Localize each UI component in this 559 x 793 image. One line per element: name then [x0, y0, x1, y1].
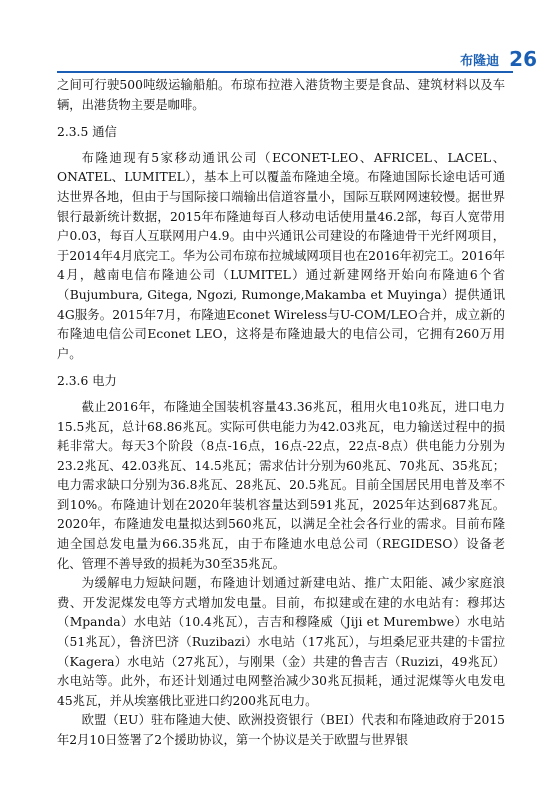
paragraph-continuation: 之间可行驶500吨级运输船舶。布琼布拉港入港货物主要是食品、建筑材料以及车辆，出港货物主要是咖啡。: [57, 78, 505, 112]
paragraph-electricity-plans: 为缓解电力短缺问题，布隆迪计划通过新建电站、推广太阳能、减少家庭浪费、开发泥煤发电等方式增加发电量。目前，布拟建或在建的水电站有：穆邦达（Mpanda）水电站（10.4兆瓦），吉吉和穆隆威（Jiji et Murembwe）水电站（51兆瓦），鲁济巴济（Ruzibazi）水电站（17兆瓦），与坦桑尼亚共建的卡雷拉（Kagera）水电站（27兆瓦），与刚果（金）共建的鲁吉吉（Ruzizi，49兆瓦）水电站等。此外，布还计划通过电网整治减少30兆瓦损耗，通过泥煤等火电发电45兆瓦，并从埃塞俄比亚进口约200兆瓦电力。: [57, 576, 505, 708]
page-number: 26: [509, 47, 537, 71]
header-rule: [57, 71, 513, 73]
section-heading-communications: 2.3.5 通信: [57, 125, 117, 140]
page-body: [57, 76, 505, 751]
section-heading-electricity: 2.3.6 电力: [57, 374, 117, 389]
page-header: [460, 46, 537, 72]
paragraph-eu-agreement: 欧盟（EU）驻布隆迪大使、欧洲投资银行（BEI）代表和布隆迪政府于2015年2月10日签署了2个援助协议，第一个协议是关于欧盟与世界银: [57, 713, 505, 747]
running-title: 布隆迪: [460, 53, 500, 69]
paragraph-communications: 布隆迪现有5家移动通讯公司（ECONET-LEO、AFRICEL、LACEL、ONATEL、LUMITEL），基本上可以覆盖布隆迪全境。布隆迪国际长途电话可通达世界各地，但由于与国际接口端输出信道容量小，国际互联网网速较慢。据世界银行最新统计数据，2015年布隆迪每百人移动电话使用量46.2部，每百人宽带用户0.03，每百人互联网用户4.9。由中兴通讯公司建设的布隆迪骨干光纤网项目，于2014年4月底完工。华为公司布琼布拉城域网项目也在2016年初完工。2016年4月，越南电信布隆迪公司（LUMITEL）通过新建网络开始向布隆迪6个省（Bujumbura, Gitega, Ngozi, Rumonge,Makamba et Muyinga）提供通讯4G服务。2015年7月，布隆迪Econet Wireless与U-COM/LEO合并，成立新的布隆迪电信公司Econet LEO，这将是布隆迪最大的电信公司，它拥有260万用户。: [57, 150, 505, 361]
paragraph-electricity-capacity: 截止2016年，布隆迪全国装机容量43.36兆瓦，租用火电10兆瓦，进口电力15.5兆瓦，总计68.86兆瓦。实际可供电能力为42.03兆瓦，电力输送过程中的损耗非常大。每天3个阶段（8点-16点，16点-22点，22点-8点）供电能力分别为23.2兆瓦、42.03兆瓦、14.5兆瓦；需求估计分别为60兆瓦、70兆瓦、35兆瓦；电力需求缺口分别为36.8兆瓦、28兆瓦、20.5兆瓦。目前全国居民用电普及率不到10%。布隆迪计划在2020年装机容量达到591兆瓦，2025年达到687兆瓦。2020年，布隆迪发电量拟达到560兆瓦，以满足全社会各行业的需求。目前布隆迪全国总发电量为66.35兆瓦，由于布隆迪水电总公司（REGIDESO）设备老化、管理不善导致的损耗为30至35兆瓦。: [57, 399, 505, 571]
